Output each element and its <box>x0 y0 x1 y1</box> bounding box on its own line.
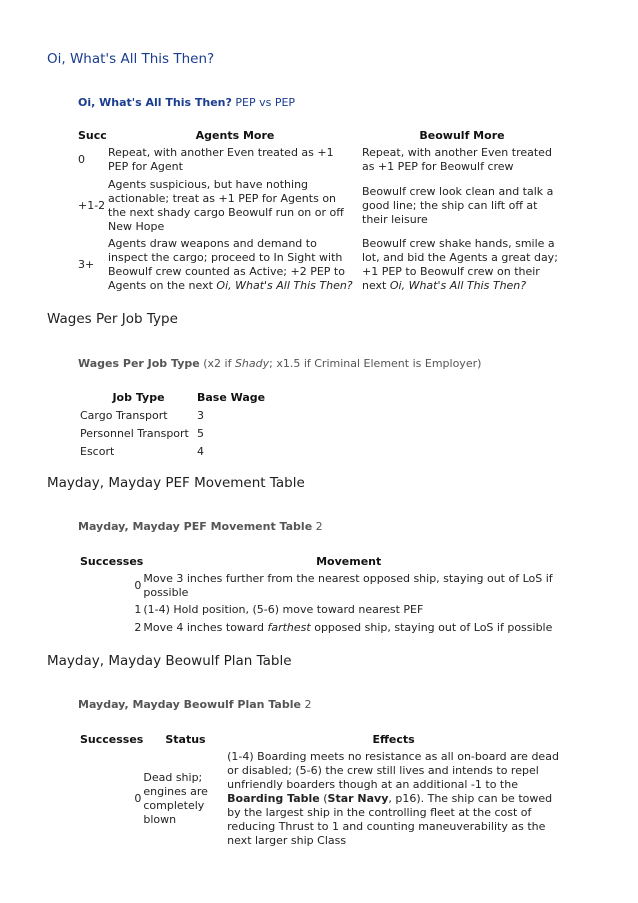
status-cell: Dead ship; engines are completely blown <box>143 771 208 826</box>
table-row <box>80 619 554 637</box>
beowulf-cell: Beowulf crew look clean and talk a good line; the ship can lift off at their leisure <box>362 184 554 226</box>
col-header-successes: Successes <box>80 555 144 568</box>
job-cell: Personnel Transport <box>80 427 189 440</box>
movement-cell: Move 4 inches toward farthest opposed ship, staying out of LoS if possible <box>143 621 553 634</box>
table-row <box>80 443 272 461</box>
col-header-status: Status <box>165 733 206 746</box>
col-header-successes: Successes <box>80 733 144 746</box>
agents-cell: Repeat, with another Even treated as +1 PEP for Agent <box>108 146 334 173</box>
effects-cell: (1-4) Boarding meets no resistance as all on-board are dead or disabled; (5-6) the crew still lives and intends to repel unfriendly boarders though at an additional -1 to the Boarding Table (Star Navy, p16). The ship can be towed by the largest ship in the controlling fleet at the cost of reducing Thrust to 1 and counting maneuverability as the next larger ship Class <box>227 750 559 847</box>
movement-cell: (1-4) Hold position, (5-6) move toward nearest PEF <box>143 603 424 616</box>
succ-cell: 0 <box>134 579 142 592</box>
succ-cell: 0 <box>78 153 85 166</box>
agents-cell: Agents draw weapons and demand to inspect the cargo; proceed to In Sight with Beowulf crew counted as Active; +2 PEP to Agents on the next Oi, What's All This Then? <box>108 236 353 292</box>
wage-cell: 4 <box>197 445 204 458</box>
mayday-pef-table <box>80 552 554 637</box>
col-header-job-type: Job Type <box>112 391 165 404</box>
section-heading-wages: Wages Per Job Type <box>47 311 178 327</box>
table-row <box>80 407 272 425</box>
table-row <box>78 144 562 176</box>
col-header-effects: Effects <box>372 733 415 746</box>
table-row <box>80 749 560 849</box>
succ-cell: 3+ <box>78 257 95 271</box>
wages-table <box>80 388 272 461</box>
wage-cell: 5 <box>197 427 204 440</box>
job-cell: Cargo Transport <box>80 409 168 422</box>
table-caption-mayday-pef: Mayday, Mayday PEF Movement Table 2 <box>78 520 323 533</box>
wage-cell: 3 <box>197 409 204 422</box>
col-header-succ: Succ <box>78 128 107 142</box>
section-heading-oi: Oi, What's All This Then? <box>47 51 215 67</box>
table-caption-oi: Oi, What's All This Then? PEP vs PEP <box>78 96 296 109</box>
col-header-base-wage: Base Wage <box>197 391 266 404</box>
movement-cell: Move 3 inches further from the nearest opposed ship, staying out of LoS if possible <box>143 572 553 599</box>
col-header-agents: Agents More <box>195 128 275 142</box>
beowulf-cell: Repeat, with another Even treated as +1 PEP for Beowulf crew <box>362 146 552 173</box>
beowulf-cell: Beowulf crew shake hands, smile a lot, and bid the Agents a great day; +1 PEP to Beowulf crew on their next Oi, What's All This Then? <box>362 236 558 292</box>
table-row <box>80 601 554 619</box>
succ-cell: 2 <box>134 621 142 634</box>
section-heading-mayday-plan: Mayday, Mayday Beowulf Plan Table <box>47 653 292 669</box>
col-header-movement: Movement <box>316 555 382 568</box>
table-row <box>78 235 562 294</box>
job-cell: Escort <box>80 445 115 458</box>
table-row <box>80 425 272 443</box>
succ-cell: 0 <box>134 792 142 805</box>
mayday-plan-table <box>80 730 560 849</box>
agents-cell: Agents suspicious, but have nothing actionable; treat as +1 PEP for Agents on the next shady cargo Beowulf run on or off New Hope <box>108 177 344 233</box>
table-row <box>78 176 562 235</box>
table-row <box>80 571 554 601</box>
table-caption-mayday-plan: Mayday, Mayday Beowulf Plan Table 2 <box>78 698 312 711</box>
col-header-beowulf: Beowulf More <box>419 128 505 142</box>
oi-table <box>78 126 562 294</box>
section-heading-mayday-pef: Mayday, Mayday PEF Movement Table <box>47 475 305 491</box>
succ-cell: 1 <box>134 603 142 616</box>
table-caption-wages: Wages Per Job Type (x2 if Shady; x1.5 if Criminal Element is Employer) <box>78 357 482 370</box>
succ-cell: +1-2 <box>78 198 106 212</box>
